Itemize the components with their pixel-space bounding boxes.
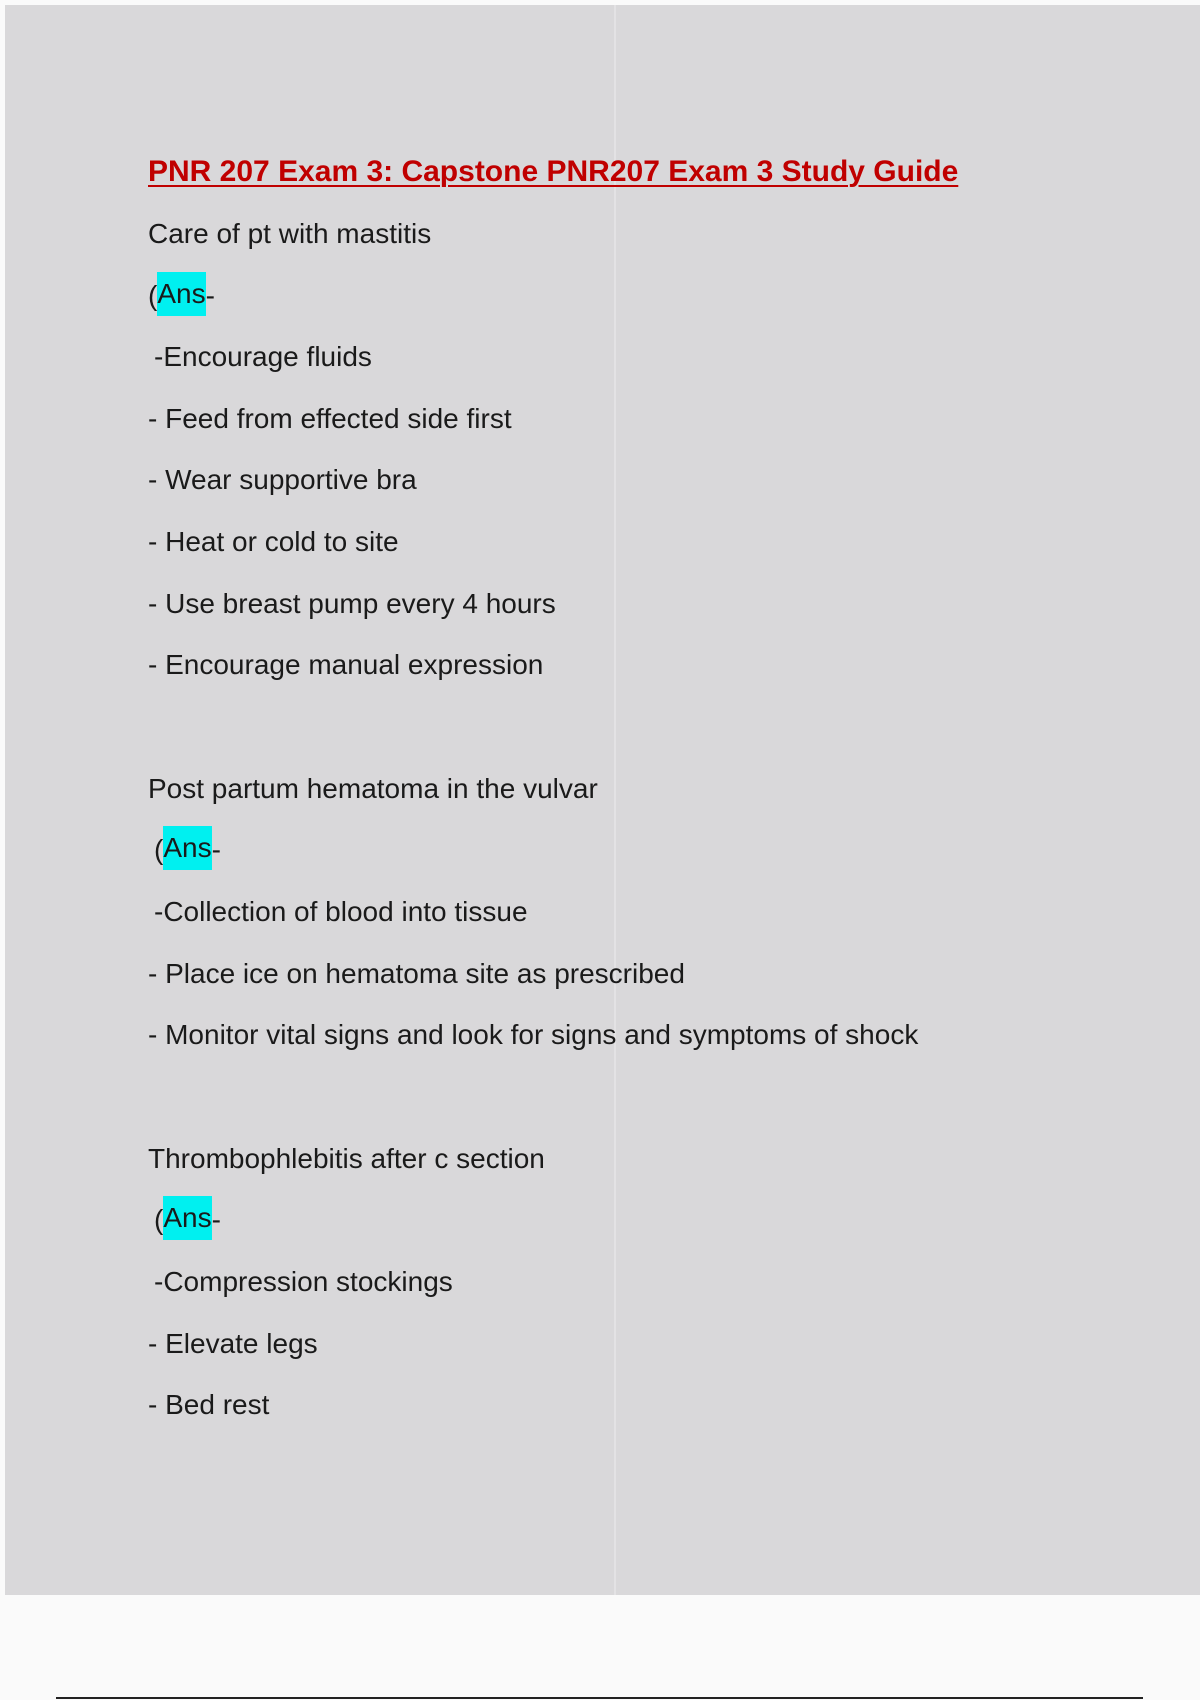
answer-label-highlight: Ans xyxy=(163,826,211,870)
answer-dash: - xyxy=(211,834,221,866)
answer-item: -Compression stockings xyxy=(154,1265,453,1297)
answer-open-paren: ( xyxy=(154,834,164,866)
answer-marker xyxy=(148,254,1108,316)
answer-item: -Collection of blood into tissue xyxy=(154,895,528,927)
answer-item: - Bed rest xyxy=(148,1389,270,1421)
qa-section-thrombophlebitis xyxy=(148,1117,1108,1425)
question-text: Post partum hematoma in the vulvar xyxy=(148,772,598,804)
answer-marker xyxy=(148,809,1108,871)
answer-item: - Heat or cold to site xyxy=(148,525,399,557)
answer-label-highlight: Ans xyxy=(157,272,205,316)
qa-section-mastitis xyxy=(148,196,1108,685)
document-title: PNR 207 Exam 3: Capstone PNR207 Exam 3 Study Guide xyxy=(148,155,959,188)
answer-dash: - xyxy=(211,1204,221,1236)
answer-item: - Encourage manual expression xyxy=(148,649,544,681)
question-text: Care of pt with mastitis xyxy=(148,218,432,249)
answer-item: - Place ice on hematoma site as prescribed xyxy=(148,957,685,989)
answer-item: - Elevate legs xyxy=(148,1327,318,1359)
answer-item: - Wear supportive bra xyxy=(148,464,417,496)
document-content xyxy=(148,150,1108,1425)
question-text: Thrombophlebitis after c section xyxy=(148,1142,545,1174)
answer-label-highlight: Ans xyxy=(163,1196,211,1240)
answer-item: - Feed from effected side first xyxy=(148,402,512,434)
answer-open-paren: ( xyxy=(154,1204,164,1236)
answer-open-paren: ( xyxy=(148,279,158,311)
qa-section-hematoma xyxy=(148,747,1108,1055)
answer-item: - Monitor vital signs and look for signs and symptoms of shock xyxy=(148,1019,919,1051)
answer-marker xyxy=(148,1179,1108,1241)
footer-rule xyxy=(56,1697,1143,1699)
section-spacer xyxy=(148,685,1108,747)
section-spacer xyxy=(148,1055,1108,1117)
answer-item: -Encourage fluids xyxy=(154,341,372,373)
answer-item: - Use breast pump every 4 hours xyxy=(148,587,556,619)
answer-dash: - xyxy=(205,279,215,311)
